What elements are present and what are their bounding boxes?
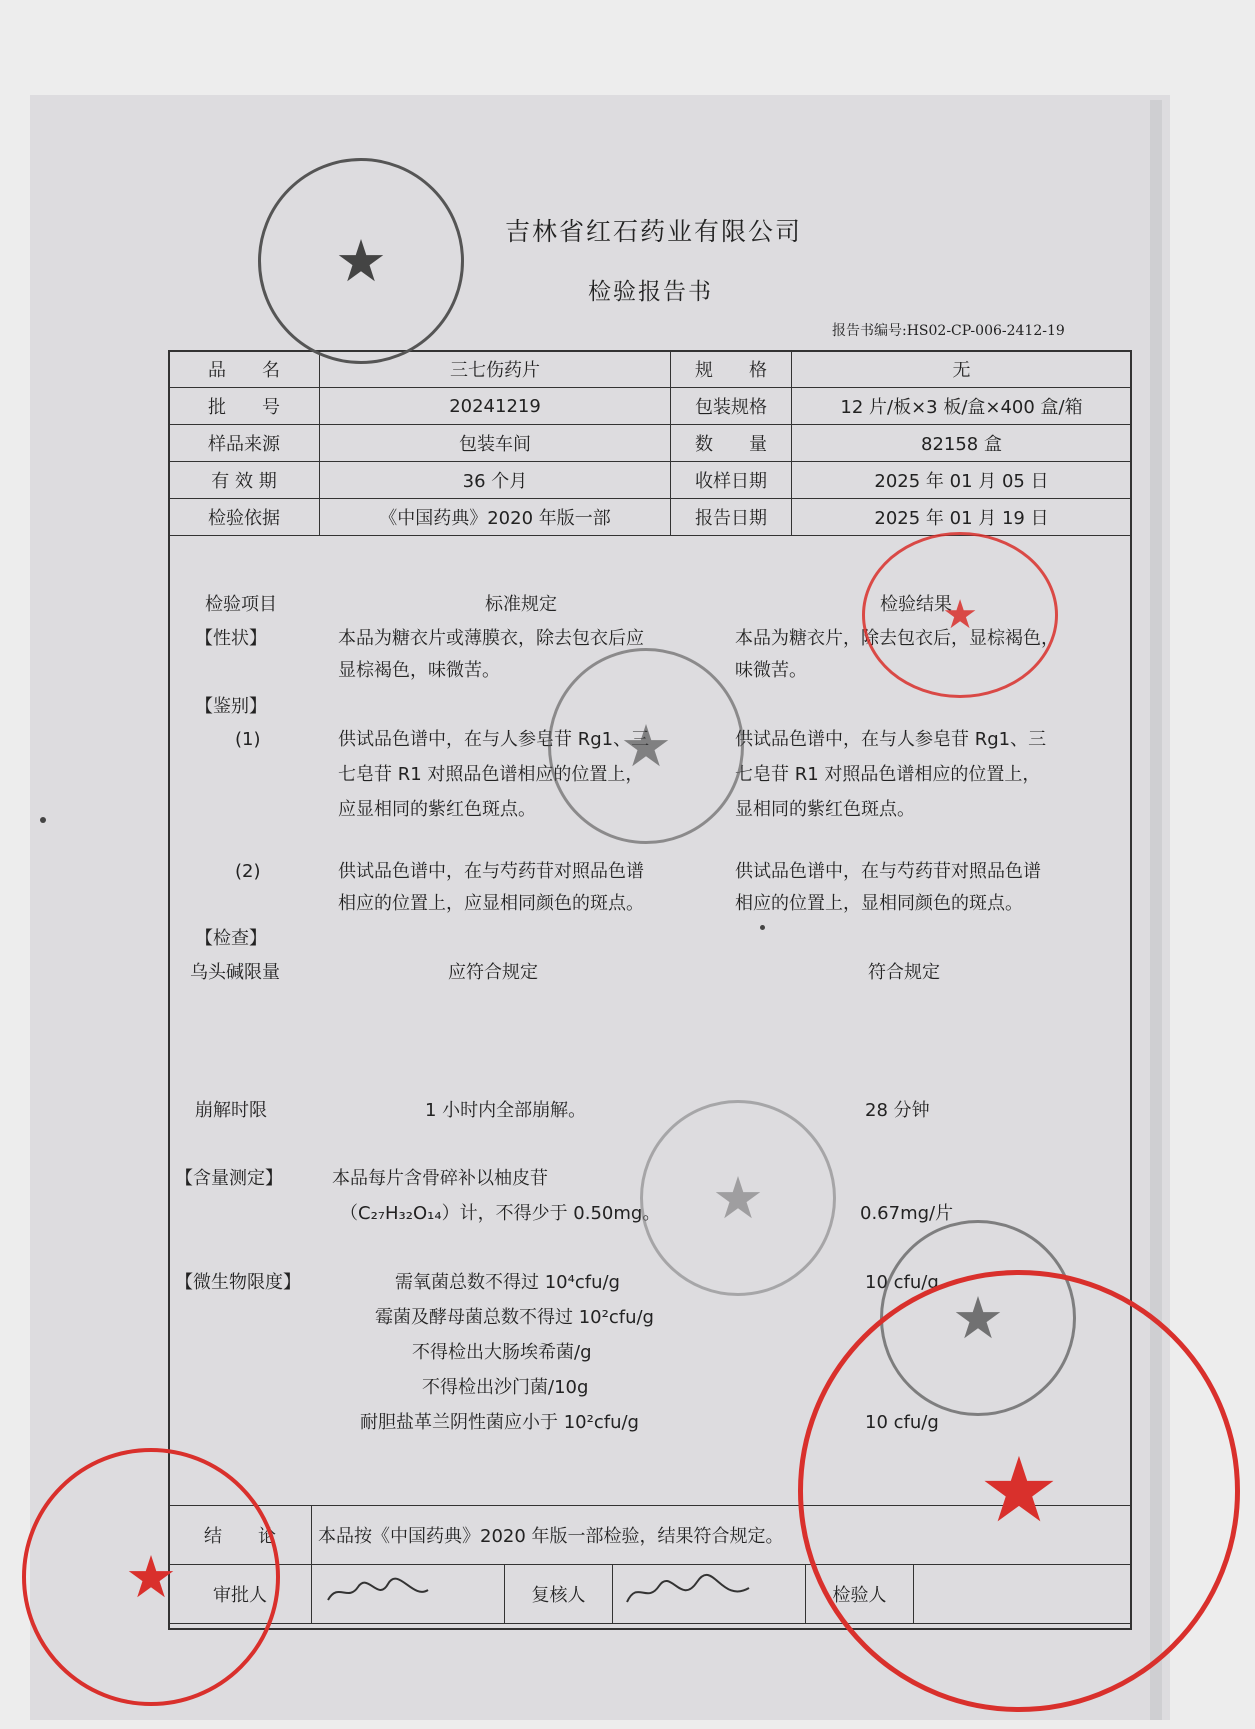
- faded-seal: ★: [640, 1100, 836, 1296]
- info-value: 三七伤药片: [320, 351, 671, 388]
- info-row: [169, 499, 1132, 536]
- info-label: 包装规格: [671, 388, 792, 425]
- info-value: 2025 年 01 月 05 日: [792, 462, 1132, 499]
- standard-line: 不得检出大肠埃希菌/g: [412, 1342, 592, 1363]
- section-jiancha: 【检查】: [195, 928, 267, 949]
- info-row: [169, 425, 1132, 462]
- speck: [40, 817, 46, 823]
- bengjie-result: 28 分钟: [865, 1100, 930, 1121]
- report-number: 报告书编号:HS02-CP-006-2412-19: [832, 323, 1065, 339]
- result-line: 10 cfu/g: [865, 1412, 939, 1433]
- standard-line: 七皂苷 R1 对照品色谱相应的位置上，: [338, 764, 644, 785]
- jiangyao-quality-seal: ★: [22, 1448, 280, 1706]
- result-line: 10 cfu/g: [865, 1272, 939, 1293]
- info-value: 36 个月: [320, 462, 671, 499]
- bengjie-label: 崩解时限: [195, 1100, 267, 1121]
- section-micro: 【微生物限度】: [175, 1272, 301, 1293]
- info-value: 包装车间: [320, 425, 671, 462]
- standard-line: 供试品色谱中，在与人参皂苷 Rg1、三: [338, 729, 650, 750]
- info-label: 数 量: [671, 425, 792, 462]
- info-label: 有 效 期: [169, 462, 320, 499]
- result-line: 显相同的紫红色斑点。: [735, 799, 915, 820]
- standard-line: 相应的位置上，应显相同颜色的斑点。: [338, 893, 644, 914]
- approver-signature: [312, 1565, 505, 1624]
- info-row: [169, 462, 1132, 499]
- standard-line: 显棕褐色，味微苦。: [338, 660, 500, 681]
- wutoujian-standard: 应符合规定: [448, 962, 538, 983]
- info-value: 无: [792, 351, 1132, 388]
- standard-line: 本品每片含骨碎补以柚皮苷: [332, 1168, 548, 1189]
- reviewer-signature: [613, 1565, 806, 1624]
- col-item-header: 检验项目: [205, 594, 277, 615]
- pharma-quality-seal-small: ★: [862, 532, 1058, 698]
- info-row: [169, 351, 1132, 388]
- info-value: 《中国药典》2020 年版一部: [320, 499, 671, 536]
- col-standard-header: 标准规定: [485, 594, 557, 615]
- info-value: 20241219: [320, 388, 671, 425]
- standard-line: 不得检出沙门菌/10g: [422, 1377, 589, 1398]
- info-label: 规 格: [671, 351, 792, 388]
- standard-line: （C₂₇H₃₂O₁₄）计，不得少于 0.50mg。: [340, 1203, 661, 1224]
- info-label: 检验依据: [169, 499, 320, 536]
- info-label: 品 名: [169, 351, 320, 388]
- info-value: 12 片/板×3 板/盒×400 盒/箱: [792, 388, 1132, 425]
- section-jianbie: 【鉴别】: [195, 696, 267, 717]
- company-inspection-seal-faint: ★: [548, 648, 744, 844]
- standard-line: 应显相同的紫红色斑点。: [338, 799, 536, 820]
- wutoujian-label: 乌头碱限量: [190, 962, 280, 983]
- document-title: 检验报告书: [588, 279, 713, 305]
- section-hanliang: 【含量测定】: [175, 1168, 283, 1189]
- info-row: [169, 388, 1132, 425]
- info-label: 批 号: [169, 388, 320, 425]
- section-xingzhuang: 【性状】: [195, 628, 267, 649]
- bengjie-standard: 1 小时内全部崩解。: [425, 1100, 587, 1121]
- result-line: 供试品色谱中，在与芍药苷对照品色谱: [735, 861, 1041, 882]
- reviewer-label: 复核人: [505, 1565, 613, 1624]
- col-result-header: 检验结果: [880, 594, 952, 615]
- info-label: 收样日期: [671, 462, 792, 499]
- company-inspection-seal: ★: [258, 158, 464, 364]
- conclusion-label: 结 论: [169, 1506, 312, 1565]
- company-seal-gray: ★: [880, 1220, 1076, 1416]
- result-line: 供试品色谱中，在与人参皂苷 Rg1、三: [735, 729, 1047, 750]
- standard-line: 霉菌及酵母菌总数不得过 10²cfu/g: [375, 1307, 654, 1328]
- standard-line: 供试品色谱中，在与芍药苷对照品色谱: [338, 861, 644, 882]
- conclusion-text: 本品按《中国药典》2020 年版一部检验，结果符合规定。: [312, 1506, 1132, 1565]
- info-label: 样品来源: [169, 425, 320, 462]
- info-label: 报告日期: [671, 499, 792, 536]
- company-name: 吉林省红石药业有限公司: [505, 217, 803, 246]
- info-value: 2025 年 01 月 19 日: [792, 499, 1132, 536]
- inspector-label: 检验人: [806, 1565, 914, 1624]
- standard-line: 需氧菌总数不得过 10⁴cfu/g: [395, 1272, 620, 1293]
- standard-line: 耐胆盐革兰阴性菌应小于 10²cfu/g: [360, 1412, 639, 1433]
- approver-label: 审批人: [169, 1565, 312, 1624]
- info-table: [168, 350, 1132, 536]
- result-line: 味微苦。: [735, 660, 807, 681]
- hanliang-result: 0.67mg/片: [860, 1203, 954, 1224]
- item-index: (1): [235, 729, 261, 750]
- speck: [760, 925, 765, 930]
- quality-inspection-seal-large: ★: [798, 1270, 1240, 1712]
- item-index: (2): [235, 861, 261, 882]
- result-line: 本品为糖衣片，除去包衣后，显棕褐色，: [735, 628, 1059, 649]
- wutoujian-result: 符合规定: [868, 962, 940, 983]
- result-line: 相应的位置上，显相同颜色的斑点。: [735, 893, 1023, 914]
- info-value: 82158 盒: [792, 425, 1132, 462]
- result-line: 七皂苷 R1 对照品色谱相应的位置上，: [735, 764, 1041, 785]
- standard-line: 本品为糖衣片或薄膜衣，除去包衣后应: [338, 628, 644, 649]
